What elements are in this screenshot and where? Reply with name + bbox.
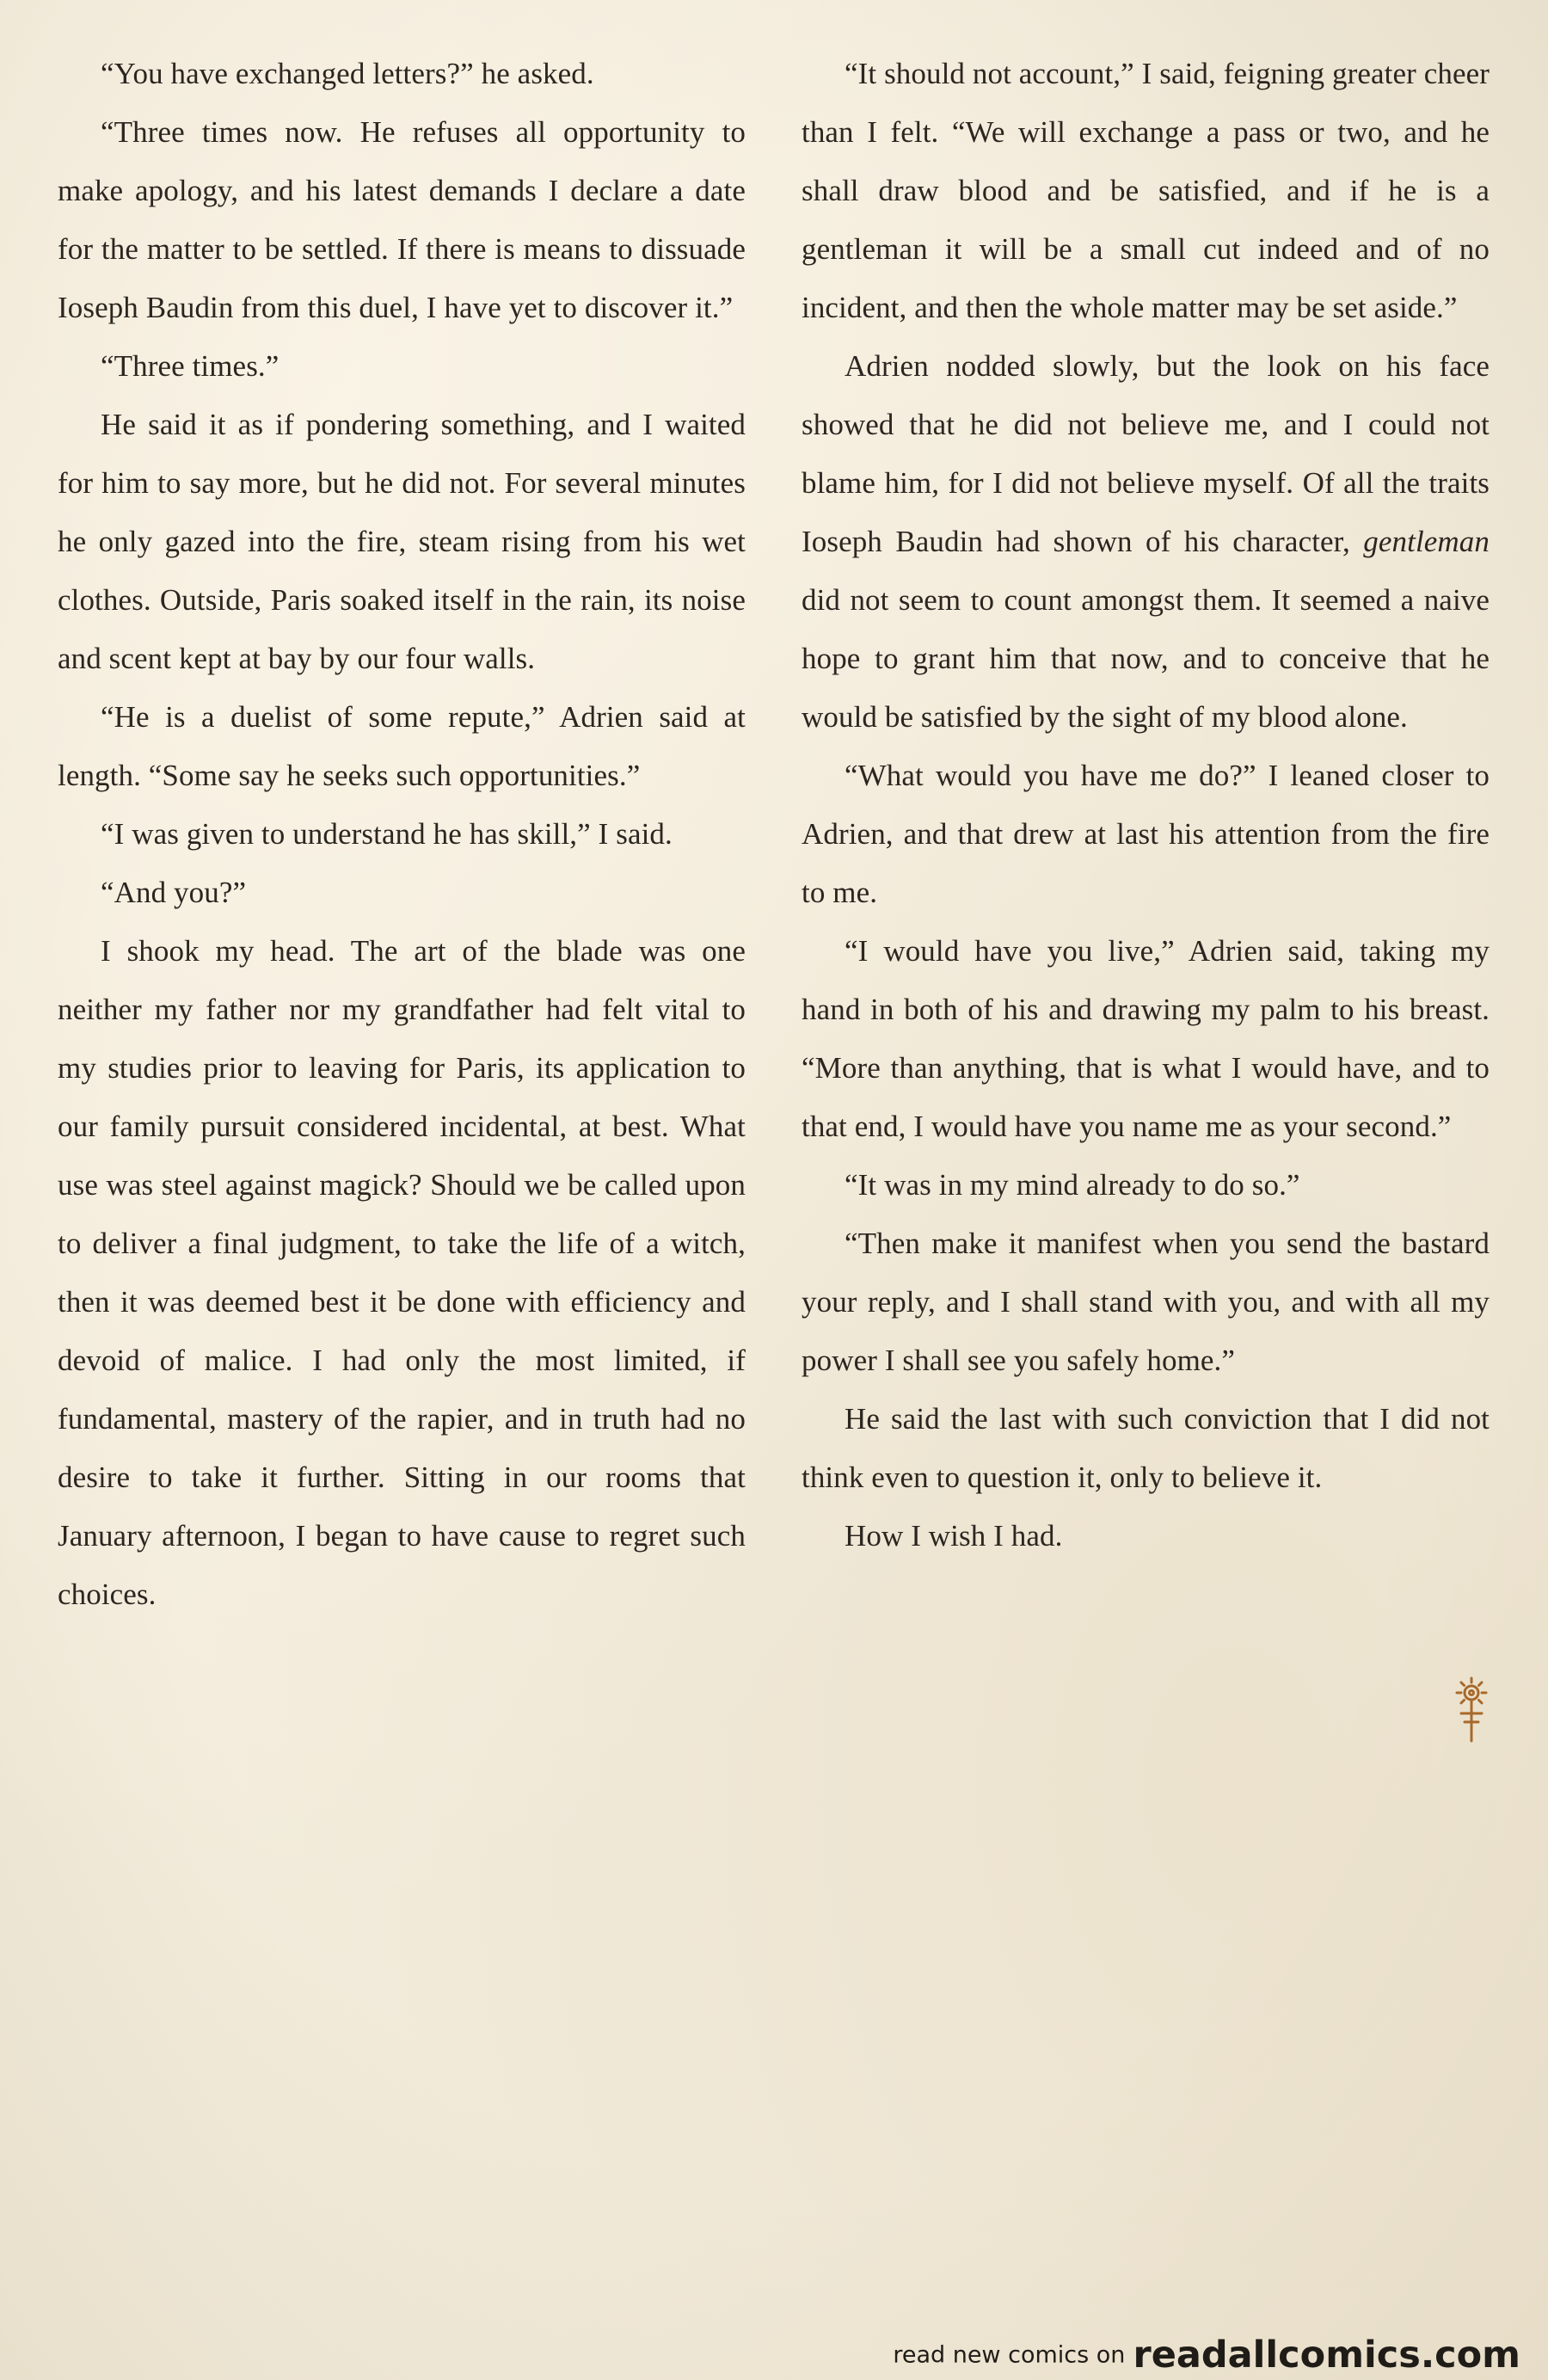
paragraph: “He is a duelist of some repute,” Adrien said at length. “Some say he seeks such opportunities.”	[58, 700, 746, 792]
paragraph: “I would have you live,” Adrien said, taking my hand in both of his and drawing my palm to his breast. “More than anything, that is what I would have, and to that end, I would have you name me as your second.”	[802, 934, 1490, 1143]
paragraph: “It was in my mind already to do so.”	[845, 1168, 1300, 1202]
paragraph: “What would you have me do?” I leaned closer to Adrien, and that drew at last his attention from the fire to me.	[802, 759, 1490, 909]
right-column	[802, 45, 1490, 1565]
paragraph: “It should not account,” I said, feigning greater cheer than I felt. “We will exchange a pass or two, and he shall draw blood and be satisfied, and if he is a gentleman it will be a small cut indeed and of no incident, and then the whole matter may be set aside.”	[802, 57, 1490, 324]
italic-word: gentleman	[1363, 525, 1490, 558]
paragraph: He said the last with such conviction that I did not think even to question it, only to believe it.	[802, 1402, 1490, 1494]
footer-site-link[interactable]: readallcomics.com	[1133, 2334, 1520, 2377]
sun-ankh-ornament-icon	[1449, 1676, 1494, 1744]
paragraph-text: Adrien nodded slowly, but the look on his face showed that he did not believe me, and I could not blame him, for I did not believe myself. Of all the traits Ioseph Baudin had shown of his character,	[802, 349, 1490, 558]
paragraph: “You have exchanged letters?” he asked.	[101, 57, 594, 90]
paragraph	[802, 337, 1490, 747]
paragraph: “Three times now. He refuses all opportunity to make apology, and his latest demands I declare a date for the matter to be settled. If there is means to dissuade Ioseph Baudin from this duel, I have yet to discover it.”	[58, 115, 746, 324]
paragraph: “I was given to understand he has skill,” I said.	[101, 817, 673, 851]
footer-watermark	[893, 2334, 1520, 2377]
paragraph: How I wish I had.	[845, 1519, 1063, 1553]
footer-prefix: read new comics on	[893, 2341, 1126, 2369]
paragraph: “Then make it manifest when you send the bastard your reply, and I shall stand with you, and with all my power I shall see you safely home.”	[802, 1227, 1490, 1377]
paragraph: “Three times.”	[101, 349, 280, 383]
paragraph-text: did not seem to count amongst them. It seemed a naive hope to grant him that now, and to conceive that he would be satisfied by the sight of my blood alone.	[802, 583, 1490, 734]
paragraph: “And you?”	[101, 876, 247, 909]
paragraph: I shook my head. The art of the blade was one neither my father nor my grandfather had felt vital to my studies prior to leaving for Paris, its application to our family pursuit considered incidental, at best. What use was steel against magick? Should we be called upon to deliver a final judgment, to take the life of a witch, then it was deemed best it be done with efficiency and devoid of malice. I had only the most limited, if fundamental, mastery of the rapier, and in truth had no desire to take it further. Sitting in our rooms that January afternoon, I began to have cause to regret such choices.	[58, 934, 746, 1611]
left-column	[58, 45, 746, 1624]
paragraph: He said it as if pondering something, and I waited for him to say more, but he did not. For several minutes he only gazed into the fire, steam rising from his wet clothes. Outside, Paris soaked itself in the rain, its noise and scent kept at bay by our four walls.	[58, 408, 746, 675]
